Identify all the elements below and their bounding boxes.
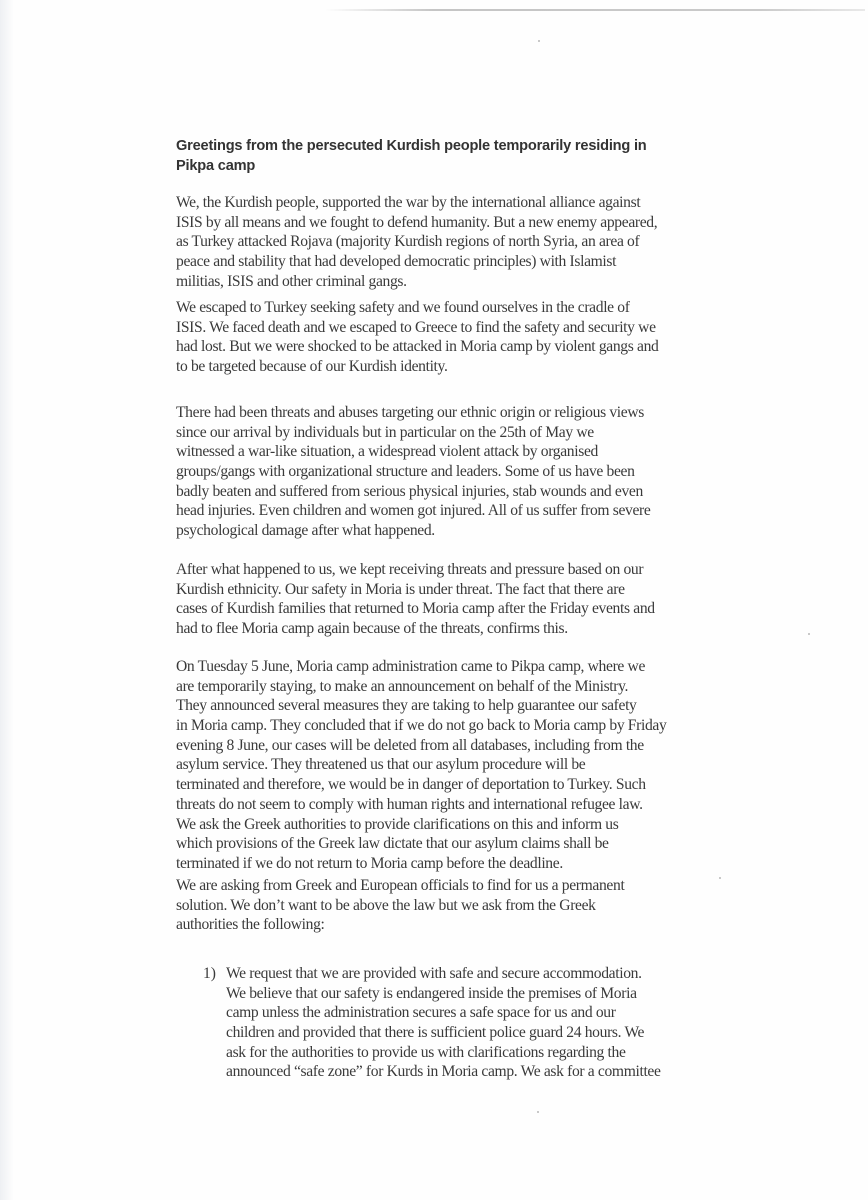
text-line: as Turkey attacked Rojava (majority Kurdish regions of north Syria, an area of: [176, 233, 640, 251]
text-line: We escaped to Turkey seeking safety and we found ourselves in the cradle of: [176, 299, 630, 316]
text-line: solution. We don’t want to be above the law but we ask from the Greek: [176, 896, 596, 914]
text-line: announced “safe zone” for Kurds in Moria camp. We ask for a committee: [226, 1063, 661, 1081]
scan-artifact-line: [325, 9, 865, 11]
text-line: groups/gangs with organizational structure and leaders. Some of us have been: [176, 463, 635, 481]
document-title: [176, 136, 776, 176]
text-line: They announced several measures they are taking to help guarantee our safety: [176, 697, 637, 715]
text-line: militias, ISIS and other criminal gangs.: [176, 272, 407, 290]
text-line: had to flee Moria camp again because of the threats, confirms this.: [176, 620, 568, 638]
paragraph-5: [176, 657, 776, 874]
text-line: threats do not seem to comply with human rights and international refugee law.: [176, 795, 643, 813]
title-line: Pikpa camp: [176, 158, 256, 174]
text-line: asylum service. They threatened us that our asylum procedure will be: [176, 756, 586, 774]
text-line: After what happened to us, we kept receiving threats and pressure based on our: [176, 561, 644, 578]
text-line: We, the Kurdish people, supported the war by the international alliance against: [176, 194, 641, 211]
text-line: authorities the following:: [176, 916, 325, 934]
text-line: On Tuesday 5 June, Moria camp administration came to Pikpa camp, where we: [176, 658, 646, 675]
text-line: in Moria camp. They concluded that if we do not go back to Moria camp by Friday: [176, 717, 667, 735]
text-line: There had been threats and abuses targeting our ethnic origin or religious views: [176, 404, 644, 421]
paragraph-2: [176, 298, 776, 377]
paragraph-4: [176, 560, 776, 639]
text-line: had lost. But we were shocked to be attacked in Moria camp by violent gangs and: [176, 338, 659, 356]
scan-speck: [808, 633, 810, 635]
text-line: terminated if we do not return to Moria camp before the deadline.: [176, 854, 563, 872]
text-line: badly beaten and suffered from serious physical injuries, stab wounds and even: [176, 482, 643, 500]
text-line: ask for the authorities to provide us with clarifications regarding the: [226, 1043, 626, 1061]
text-line: children and provided that there is sufficient police guard 24 hours. We: [226, 1024, 645, 1042]
paragraph-3: [176, 403, 776, 541]
title-line: Greetings from the persecuted Kurdish people temporarily residing in: [176, 138, 647, 154]
scan-speck: [537, 1111, 539, 1113]
text-line: ISIS by all means and we fought to defend humanity. But a new enemy appeared,: [176, 213, 658, 231]
text-line: to be targeted because of our Kurdish identity.: [176, 358, 448, 376]
text-line: We believe that our safety is endangered inside the premises of Moria: [226, 984, 637, 1002]
list-item-body: [226, 964, 786, 1082]
scan-edge-shadow: [0, 0, 14, 1200]
text-line: We ask the Greek authorities to provide clarifications on this and inform us: [176, 815, 619, 833]
text-line: We are asking from Greek and European officials to find for us a permanent: [176, 877, 625, 894]
text-line: terminated and therefore, we would be in danger of deportation to Turkey. Such: [176, 776, 646, 794]
text-line: psychological damage after what happened.: [176, 522, 435, 540]
text-line: head injuries. Even children and women got injured. All of us suffer from severe: [176, 502, 651, 520]
text-line: which provisions of the Greek law dictate that our asylum claims shall be: [176, 835, 609, 853]
text-line: evening 8 June, our cases will be deleted from all databases, including from the: [176, 736, 644, 754]
text-line: cases of Kurdish families that returned to Moria camp after the Friday events and: [176, 600, 655, 618]
scan-speck: [538, 40, 540, 42]
text-line: ISIS. We faced death and we escaped to Greece to find the safety and security we: [176, 318, 656, 336]
text-line: witnessed a war-like situation, a widespread violent attack by organised: [176, 443, 598, 461]
paragraph-6: [176, 876, 776, 935]
text-line: We request that we are provided with safe and secure accommodation.: [226, 965, 642, 982]
text-line: since our arrival by individuals but in particular on the 25th of May we: [176, 423, 594, 441]
list-item-number: 1): [203, 965, 216, 982]
text-line: Kurdish ethnicity. Our safety in Moria is under threat. The fact that there are: [176, 580, 625, 598]
text-line: camp unless the administration secures a safe space for us and our: [226, 1004, 616, 1022]
text-line: peace and stability that had developed democratic principles) with Islamist: [176, 253, 617, 271]
text-line: are temporarily staying, to make an announcement on behalf of the Ministry.: [176, 677, 629, 695]
paragraph-1: [176, 193, 776, 291]
